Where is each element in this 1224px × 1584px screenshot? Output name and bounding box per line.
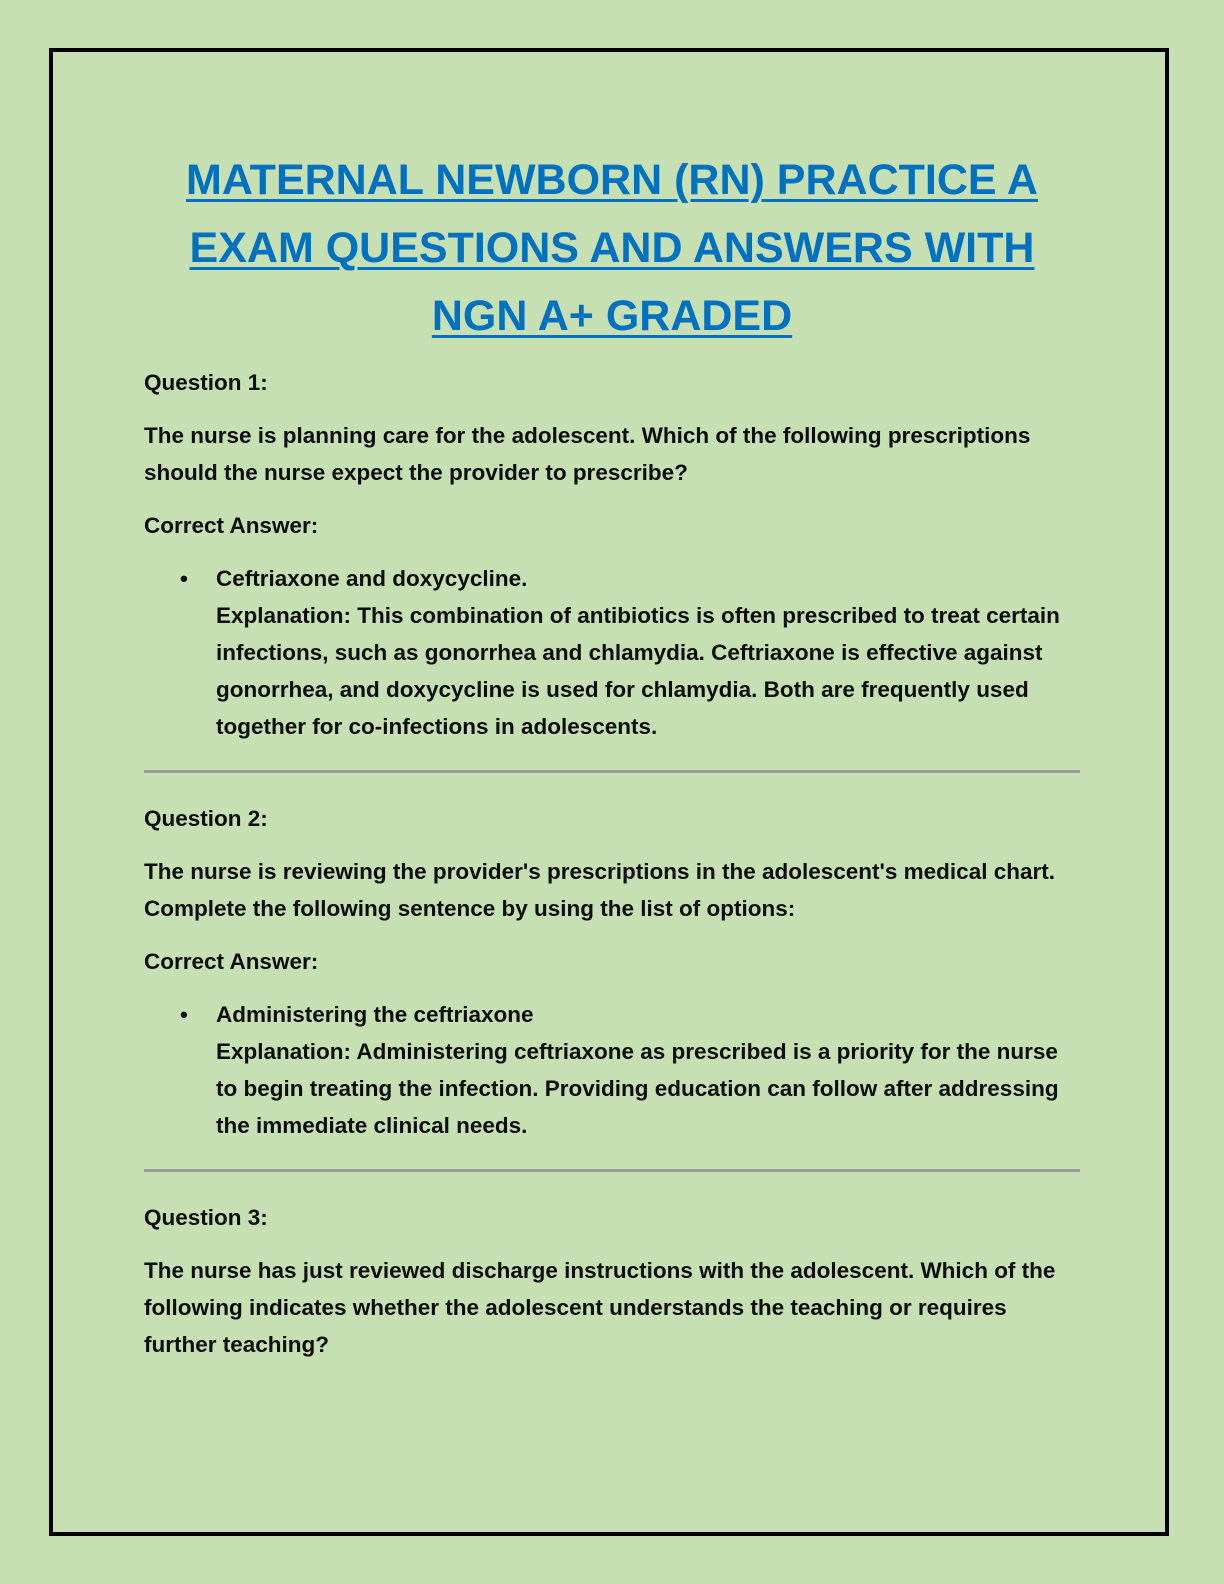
explanation-text: Explanation: This combination of antibiotics is often prescribed to treat certain infections, such as gonorrhea and chlamydia. Ceftriaxone is effective against gonorrhea, and doxycycline is used for chlamydia. Both are frequently used together for co-infections in adolescents.: [216, 603, 1060, 739]
question-1: [144, 364, 1080, 745]
section-divider: [144, 770, 1080, 773]
title-line-1: MATERNAL NEWBORN (RN) PRACTICE A: [186, 156, 1038, 204]
question-heading: Question 1:: [144, 370, 268, 395]
correct-answer-label: Correct Answer:: [144, 949, 319, 974]
title-line-3: NGN A+ GRADED: [431, 292, 793, 340]
answer-item: [216, 560, 1080, 745]
section-divider: [144, 1169, 1080, 1172]
answer-text: • Administering the ceftriaxone: [216, 1002, 534, 1027]
answer-text: • Ceftriaxone and doxycycline.: [216, 566, 528, 591]
correct-answer-label: Correct Answer:: [144, 513, 319, 538]
title-line-2: EXAM QUESTIONS AND ANSWERS WITH: [189, 224, 1035, 272]
question-2: [144, 800, 1080, 1144]
question-heading: Question 3:: [144, 1205, 268, 1230]
answer-item: [216, 996, 1080, 1144]
document-body: [144, 364, 1080, 1379]
explanation-text: Explanation: Administering ceftriaxone as prescribed is a priority for the nurse to begin treating the infection. Providing education can follow after addressing the immediate clinical needs.: [216, 1039, 1059, 1138]
question-text: The nurse is reviewing the provider's prescriptions in the adolescent's medical chart. Complete the following sentence by using the list of options:: [144, 859, 1055, 921]
question-3: [144, 1199, 1080, 1363]
question-text: The nurse is planning care for the adolescent. Which of the following prescriptions should the nurse expect the provider to prescribe?: [144, 423, 1031, 485]
answer-list: [144, 996, 1080, 1144]
question-text: The nurse has just reviewed discharge instructions with the adolescent. Which of the following indicates whether the adolescent understands the teaching or requires further teaching?: [144, 1258, 1056, 1357]
question-heading: Question 2:: [144, 806, 268, 831]
answer-list: [144, 560, 1080, 745]
document-title: [150, 146, 1074, 350]
